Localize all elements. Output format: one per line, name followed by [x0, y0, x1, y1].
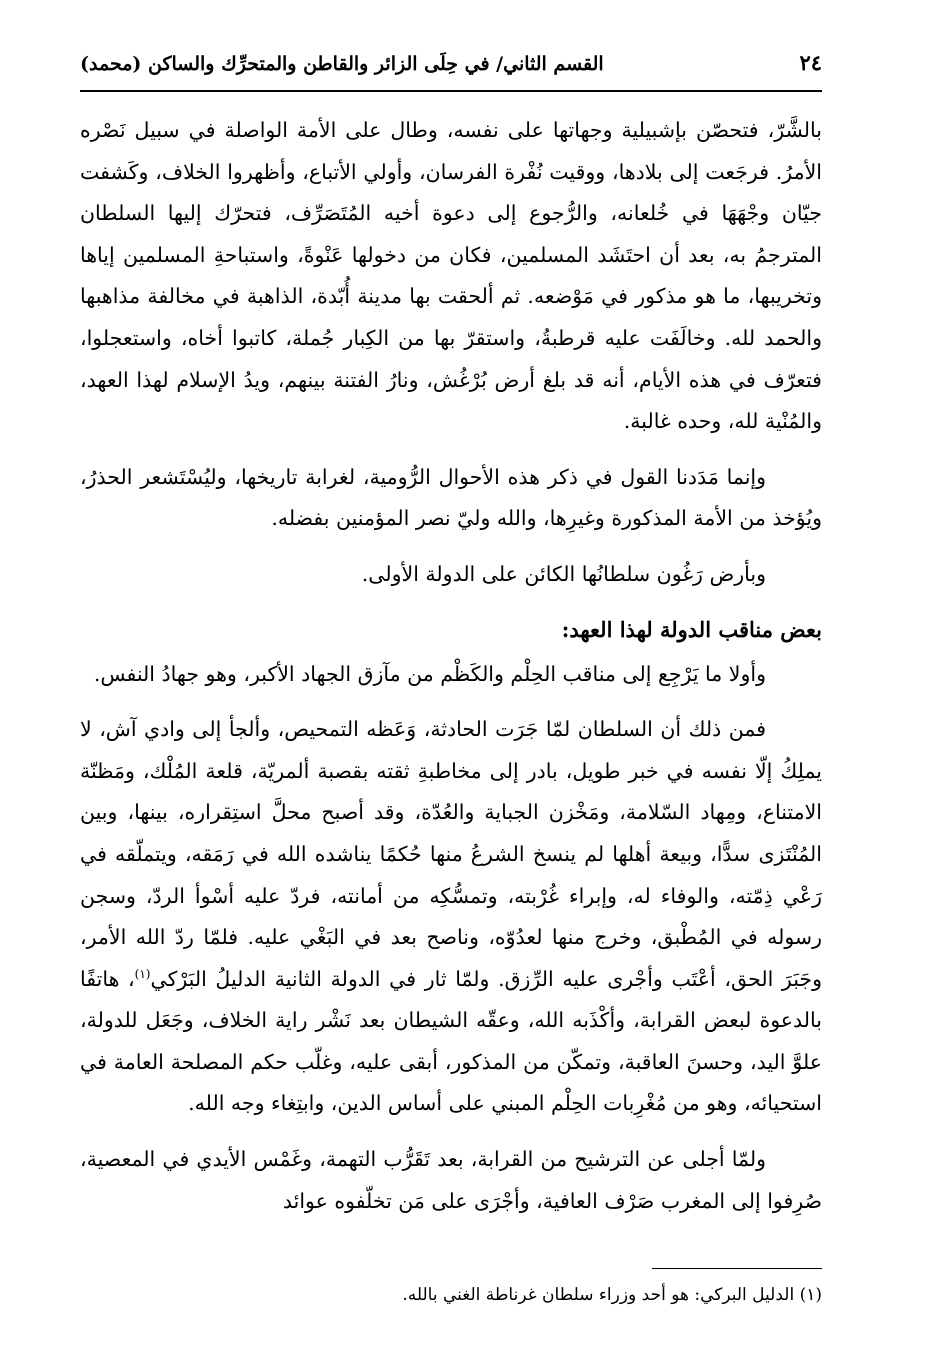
- footnote-reference[interactable]: (١): [134, 966, 151, 981]
- book-page: [80, 50, 822, 1350]
- paragraph: ولمّا أجلى عن الترشيح من القرابة، بعد تَقَرُّب التهمة، وغَمْس الأيدي في المعصية، صُرِفوا إلى المغرب صَرْف العافية، وأجْرَى على مَن تخلّفوه عوائد: [80, 1147, 822, 1213]
- page-number: ٢٤: [799, 50, 822, 75]
- paragraph: وبأرض رَغُون سلطانُها الكائن على الدولة الأولى.: [361, 561, 766, 586]
- running-header: [80, 50, 822, 92]
- footnotes: [80, 1268, 822, 1309]
- paragraph-text: ، هاتفًا بالدعوة لبعض القرابة، وأكْذَبه الله، وعقّه الشيطان بعد نَشْر راية الخلاف، وجَعَل للدولة، علوَّ اليد، وحسنَ العاقبة، وتمكّن من المذكور، أبقى عليه، وغلّب حكم المصلحة العامة في استحيائه، وهو من مُغْرِبات الحِلْم المبني على أساس الدين، وابتِغاء وجه الله.: [80, 966, 822, 1116]
- footnote-divider: [652, 1268, 822, 1269]
- body-text: [80, 110, 822, 1222]
- paragraph: بالشَّرّ، فتحصّن بإشبيلية وجهاتها على نفسه، وطال على الأمة الواصلة في سبيل نَصْره الأمرُ. فرجَعت إلى بلادها، ووقيت نُفْرة الفرسان، وأولي الأتباع، وأظهروا الخلاف، وكَشفت جيّان وجْهَهَا في خُلعانه، والرُّجوع إلى دعوة أخيه المُتَصَرِّف، فتحرّك إليها السلطان المترجمُ به، بعد أن احتَشَد المسلمين، فكان من دخولها عَنْوةً، واستباحةِ المسلمين إياها وتخريبها، ما هو مذكور في مَوْضعه. ثم ألحقت بها مدينة أُبّدة، الذاهبة في مخالفة مذاهبها والحمد لله. وخالَفَت عليه قرطبةُ، واستقرّ بها من الكِبار جُملة، كاتبوا أخاه، واستعجلوا، فتعرّف في هذه الأيام، أنه قد بلغ أرض بُرْغُش، ونارُ الفتنة بينهم، ويدُ الإسلام لهذا العهد، والمُنْية لله، وحده غالبة.: [80, 118, 823, 434]
- paragraph-text: فمن ذلك أن السلطان لمّا جَرَت الحادثة، وَعَظه التمحيص، وألجأ إلى وادي آش، لا يملِكُ إلّا نفسه في خبر طويل، بادر إلى مخاطبةِ ثقته بقصبة ألمريّة، قلعة المُلْك، ومَظنّة الامتناع، ومِهاد السّلامة، ومَخْزن الجباية والعُدّة، وقد أصبح محلَّ استِقراره، بينها، وبين المُنْتَزى سدًّا، وبيعة أهلها لم ينسخ الشرعُ منها حُكمًا يناشده الله في رَمَقه، ويتملّقه في رَعْي ذِمّته، والوفاء له، وإبراء غُرْبته، وتمسُّكِه من أمانته، فردّ عليه أسْوأ الردّ، وسجن رسوله في المُطْبق، وخرج منها لعدُوّه، وناصح بعد في البَغْي عليه. فلمّا ردّ الله الأمر، وجَبَرَ الحق، أعْتَب وأجْرى عليه الرِّزق. ولمّا ثار في الدولة الثانية الدليلُ البَرْكي: [80, 717, 822, 991]
- paragraph: [80, 709, 822, 1125]
- running-title: القسم الثاني/ في حِلَى الزائر والقاطن والمتحرِّك والساكن (محمد): [80, 53, 604, 75]
- section-heading: بعض مناقب الدولة لهذا العهد:: [561, 616, 822, 642]
- footnote: (١) الدليل البركي: هو أحد وزراء سلطان غرناطة الغني بالله.: [402, 1285, 822, 1305]
- paragraph: وإنما مَدَدنا القول في ذكر هذه الأحوال الرُّومية، لغرابة تاريخها، وليُسْتَشعر الحذرُ، ويُؤخذ من الأمة المذكورة وغيرِها، والله وليّ نصر المؤمنين بفضله.: [80, 464, 822, 531]
- paragraph: وأولا ما يَرْجِع إلى مناقب الحِلْم والكَظْم من مآزق الجهاد الأكبر، وهو جهادُ النفس.: [93, 661, 766, 686]
